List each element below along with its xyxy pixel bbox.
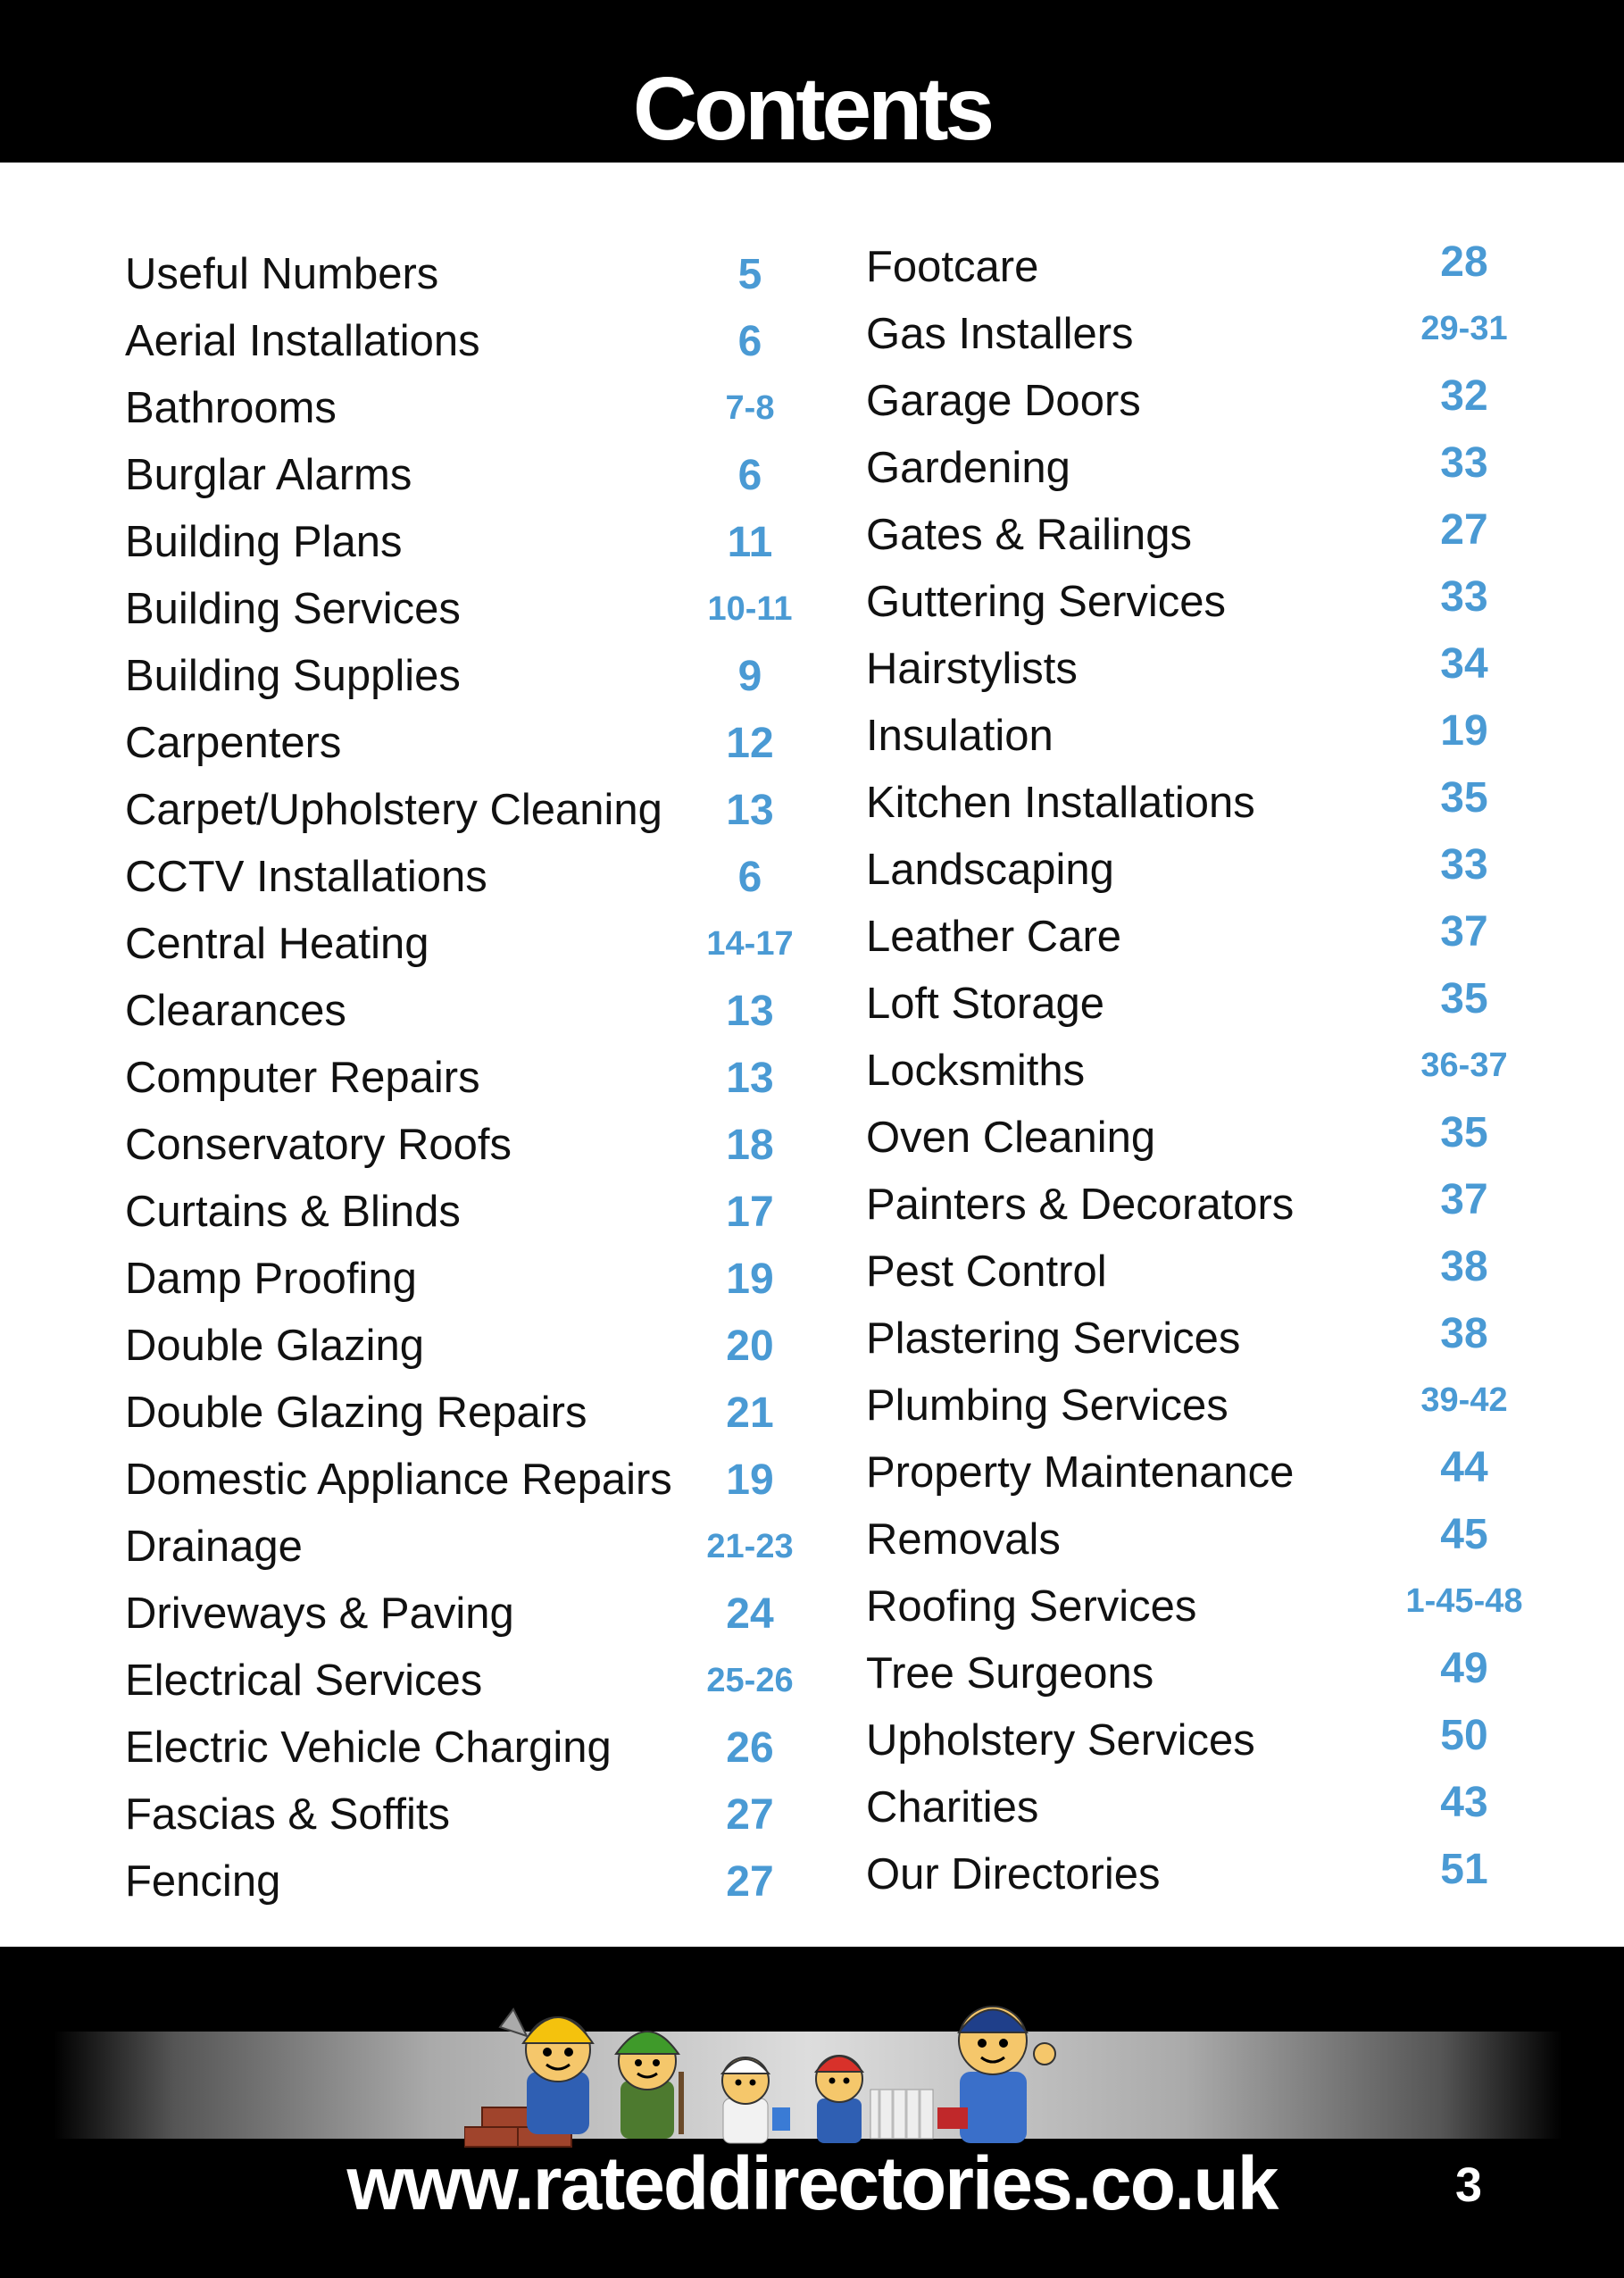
entry-page-number: 38 bbox=[1440, 1310, 1488, 1357]
entry-page-number: 20 bbox=[726, 1323, 774, 1370]
entry-label: Building Supplies bbox=[125, 652, 461, 700]
entry-label: Driveways & Paving bbox=[125, 1590, 514, 1638]
entry-label: Carpenters bbox=[125, 719, 342, 767]
entry-page-number: 17 bbox=[726, 1189, 774, 1236]
contents-entry bbox=[866, 1105, 1580, 1172]
entry-page-number: 18 bbox=[726, 1122, 774, 1169]
entry-label: Kitchen Installations bbox=[866, 779, 1255, 827]
contents-entry bbox=[866, 234, 1580, 301]
entry-label: Curtains & Blinds bbox=[125, 1188, 461, 1236]
contents-entry bbox=[125, 1380, 830, 1447]
contents-entry bbox=[866, 1239, 1580, 1306]
entry-page-number: 37 bbox=[1440, 908, 1488, 955]
entry-label: Insulation bbox=[866, 712, 1054, 760]
contents-entry bbox=[866, 904, 1580, 971]
entry-label: Double Glazing Repairs bbox=[125, 1389, 587, 1437]
contents-entry bbox=[866, 1172, 1580, 1239]
entry-page-number: 39-42 bbox=[1420, 1381, 1508, 1419]
contents-entry bbox=[125, 1715, 830, 1782]
contents-entry bbox=[125, 442, 830, 509]
entry-label: Gas Installers bbox=[866, 310, 1134, 358]
entry-label: Building Plans bbox=[125, 518, 403, 566]
entry-page-number: 43 bbox=[1440, 1779, 1488, 1826]
entry-page-number: 35 bbox=[1440, 975, 1488, 1022]
entry-page-number: 37 bbox=[1440, 1176, 1488, 1223]
contents-entry bbox=[125, 576, 830, 643]
entry-label: Carpet/Upholstery Cleaning bbox=[125, 786, 662, 834]
footer-bar bbox=[0, 1947, 1624, 2278]
entry-page-number: 6 bbox=[737, 318, 762, 365]
entry-label: Computer Repairs bbox=[125, 1054, 480, 1102]
entry-page-number: 12 bbox=[726, 720, 774, 767]
header-bar bbox=[0, 0, 1624, 163]
contents-entry bbox=[866, 636, 1580, 703]
electrician-mascot bbox=[816, 2056, 933, 2143]
entry-page-number: 38 bbox=[1440, 1243, 1488, 1290]
contents-entry bbox=[125, 1848, 830, 1915]
entry-page-number: 6 bbox=[737, 854, 762, 901]
entry-label: Gardening bbox=[866, 444, 1070, 492]
entry-label: Guttering Services bbox=[866, 578, 1227, 626]
entry-label: Clearances bbox=[125, 987, 346, 1035]
entry-page-number: 10-11 bbox=[707, 590, 793, 628]
contents-entry bbox=[866, 368, 1580, 435]
entry-page-number: 19 bbox=[726, 1456, 774, 1504]
contents-entry bbox=[125, 1514, 830, 1581]
contents-entry bbox=[866, 301, 1580, 368]
entry-page-number: 51 bbox=[1440, 1846, 1488, 1893]
entry-page-number: 33 bbox=[1440, 573, 1488, 621]
entry-page-number: 14-17 bbox=[706, 925, 794, 963]
entry-label: Central Heating bbox=[125, 920, 429, 968]
entry-page-number: 36-37 bbox=[1420, 1047, 1508, 1084]
entry-label: Fascias & Soffits bbox=[125, 1790, 451, 1839]
website-url: www.rateddirectories.co.uk bbox=[346, 2141, 1278, 2225]
contents-entry bbox=[866, 703, 1580, 770]
contents-entry bbox=[866, 971, 1580, 1038]
contents-entry bbox=[125, 1045, 830, 1112]
entry-page-number: 9 bbox=[737, 653, 762, 700]
contents-entry bbox=[125, 777, 830, 844]
entry-label: Gates & Railings bbox=[866, 511, 1192, 559]
entry-page-number: 1-45-48 bbox=[1405, 1582, 1523, 1620]
entry-label: Domestic Appliance Repairs bbox=[125, 1456, 672, 1504]
contents-entry bbox=[866, 1640, 1580, 1707]
entry-page-number: 27 bbox=[726, 1858, 774, 1906]
page-number: 3 bbox=[1455, 2158, 1483, 2212]
entry-page-number: 35 bbox=[1440, 774, 1488, 822]
contents-entry bbox=[125, 1112, 830, 1179]
entry-label: Upholstery Services bbox=[866, 1716, 1255, 1765]
entry-label: Our Directories bbox=[866, 1850, 1161, 1898]
contents-entry bbox=[125, 978, 830, 1045]
contents-entry bbox=[125, 1581, 830, 1648]
entry-label: CCTV Installations bbox=[125, 853, 487, 901]
entry-page-number: 19 bbox=[726, 1256, 774, 1303]
entry-label: Pest Control bbox=[866, 1247, 1107, 1296]
entry-label: Leather Care bbox=[866, 913, 1122, 961]
entry-label: Oven Cleaning bbox=[866, 1114, 1156, 1162]
contents-entry bbox=[866, 837, 1580, 904]
contents-entry bbox=[866, 770, 1580, 837]
entry-label: Roofing Services bbox=[866, 1582, 1197, 1631]
entry-page-number: 13 bbox=[726, 787, 774, 834]
entry-label: Double Glazing bbox=[125, 1322, 425, 1370]
entry-page-number: 7-8 bbox=[725, 389, 775, 427]
contents-entry bbox=[125, 1447, 830, 1514]
entry-page-number: 11 bbox=[727, 519, 773, 566]
contents-entry bbox=[866, 1573, 1580, 1640]
entry-label: Plastering Services bbox=[866, 1314, 1241, 1363]
contents-entry bbox=[125, 844, 830, 911]
entry-page-number: 13 bbox=[726, 988, 774, 1035]
contents-entry bbox=[125, 1179, 830, 1246]
contents-entry bbox=[866, 435, 1580, 502]
tradesmen-mascots-illustration bbox=[464, 1973, 1107, 2152]
entry-label: Electrical Services bbox=[125, 1656, 483, 1705]
contents-entry bbox=[125, 241, 830, 308]
contents-entry bbox=[125, 1246, 830, 1313]
entry-label: Aerial Installations bbox=[125, 317, 480, 365]
entry-label: Landscaping bbox=[866, 846, 1114, 894]
entry-page-number: 21-23 bbox=[706, 1528, 794, 1565]
entry-label: Garage Doors bbox=[866, 377, 1141, 425]
entry-page-number: 32 bbox=[1440, 372, 1488, 420]
entry-page-number: 24 bbox=[726, 1590, 774, 1638]
contents-entry bbox=[125, 1648, 830, 1715]
entry-label: Hairstylists bbox=[866, 645, 1078, 693]
entry-label: Bathrooms bbox=[125, 384, 337, 432]
contents-entry bbox=[866, 1306, 1580, 1373]
entry-label: Building Services bbox=[125, 585, 461, 633]
entry-label: Conservatory Roofs bbox=[125, 1121, 512, 1169]
contents-entry bbox=[866, 1707, 1580, 1774]
contents-entry bbox=[125, 710, 830, 777]
entry-page-number: 27 bbox=[726, 1791, 774, 1839]
entry-label: Charities bbox=[866, 1783, 1039, 1832]
entry-label: Property Maintenance bbox=[866, 1448, 1295, 1497]
entry-page-number: 49 bbox=[1440, 1645, 1488, 1692]
entry-page-number: 33 bbox=[1440, 841, 1488, 889]
contents-entry bbox=[866, 1774, 1580, 1841]
entry-label: Tree Surgeons bbox=[866, 1649, 1154, 1698]
entry-page-number: 5 bbox=[737, 251, 762, 298]
contents-entry bbox=[125, 911, 830, 978]
painter-mascot bbox=[722, 2057, 790, 2143]
gardener-mascot bbox=[616, 2032, 684, 2139]
contents-entry bbox=[866, 1439, 1580, 1506]
entry-label: Electric Vehicle Charging bbox=[125, 1723, 612, 1772]
entry-page-number: 44 bbox=[1440, 1444, 1488, 1491]
entry-page-number: 28 bbox=[1440, 238, 1488, 286]
entry-label: Footcare bbox=[866, 243, 1039, 291]
plumber-mascot bbox=[937, 2007, 1055, 2143]
entry-page-number: 45 bbox=[1440, 1511, 1488, 1558]
entry-page-number: 19 bbox=[1440, 707, 1488, 755]
entry-label: Useful Numbers bbox=[125, 250, 439, 298]
contents-entry bbox=[866, 569, 1580, 636]
contents-entry bbox=[125, 643, 830, 710]
entry-label: Plumbing Services bbox=[866, 1381, 1228, 1430]
contents-entry bbox=[866, 1373, 1580, 1439]
entry-label: Fencing bbox=[125, 1857, 281, 1906]
entry-page-number: 33 bbox=[1440, 439, 1488, 487]
contents-entry bbox=[125, 509, 830, 576]
contents-entry bbox=[125, 1782, 830, 1848]
page-title: Contents bbox=[632, 59, 992, 159]
entry-page-number: 29-31 bbox=[1420, 310, 1508, 347]
entry-label: Damp Proofing bbox=[125, 1255, 417, 1303]
entry-page-number: 25-26 bbox=[706, 1662, 794, 1699]
contents-entry bbox=[866, 502, 1580, 569]
entry-page-number: 6 bbox=[737, 452, 762, 499]
contents-entry bbox=[125, 308, 830, 375]
contents-entry bbox=[125, 375, 830, 442]
entry-page-number: 13 bbox=[726, 1055, 774, 1102]
entry-page-number: 35 bbox=[1440, 1109, 1488, 1156]
entry-label: Burglar Alarms bbox=[125, 451, 412, 499]
entry-page-number: 50 bbox=[1440, 1712, 1488, 1759]
entry-page-number: 26 bbox=[726, 1724, 774, 1772]
entry-page-number: 21 bbox=[726, 1389, 774, 1437]
entry-label: Loft Storage bbox=[866, 980, 1104, 1028]
contents-entry bbox=[866, 1038, 1580, 1105]
entry-label: Removals bbox=[866, 1515, 1061, 1564]
contents-entry bbox=[866, 1506, 1580, 1573]
contents-entry bbox=[866, 1841, 1580, 1908]
entry-page-number: 27 bbox=[1440, 506, 1488, 554]
entry-label: Locksmiths bbox=[866, 1047, 1086, 1095]
entry-label: Painters & Decorators bbox=[866, 1181, 1295, 1229]
contents-entry bbox=[125, 1313, 830, 1380]
entry-label: Drainage bbox=[125, 1523, 303, 1571]
entry-page-number: 34 bbox=[1440, 640, 1488, 688]
